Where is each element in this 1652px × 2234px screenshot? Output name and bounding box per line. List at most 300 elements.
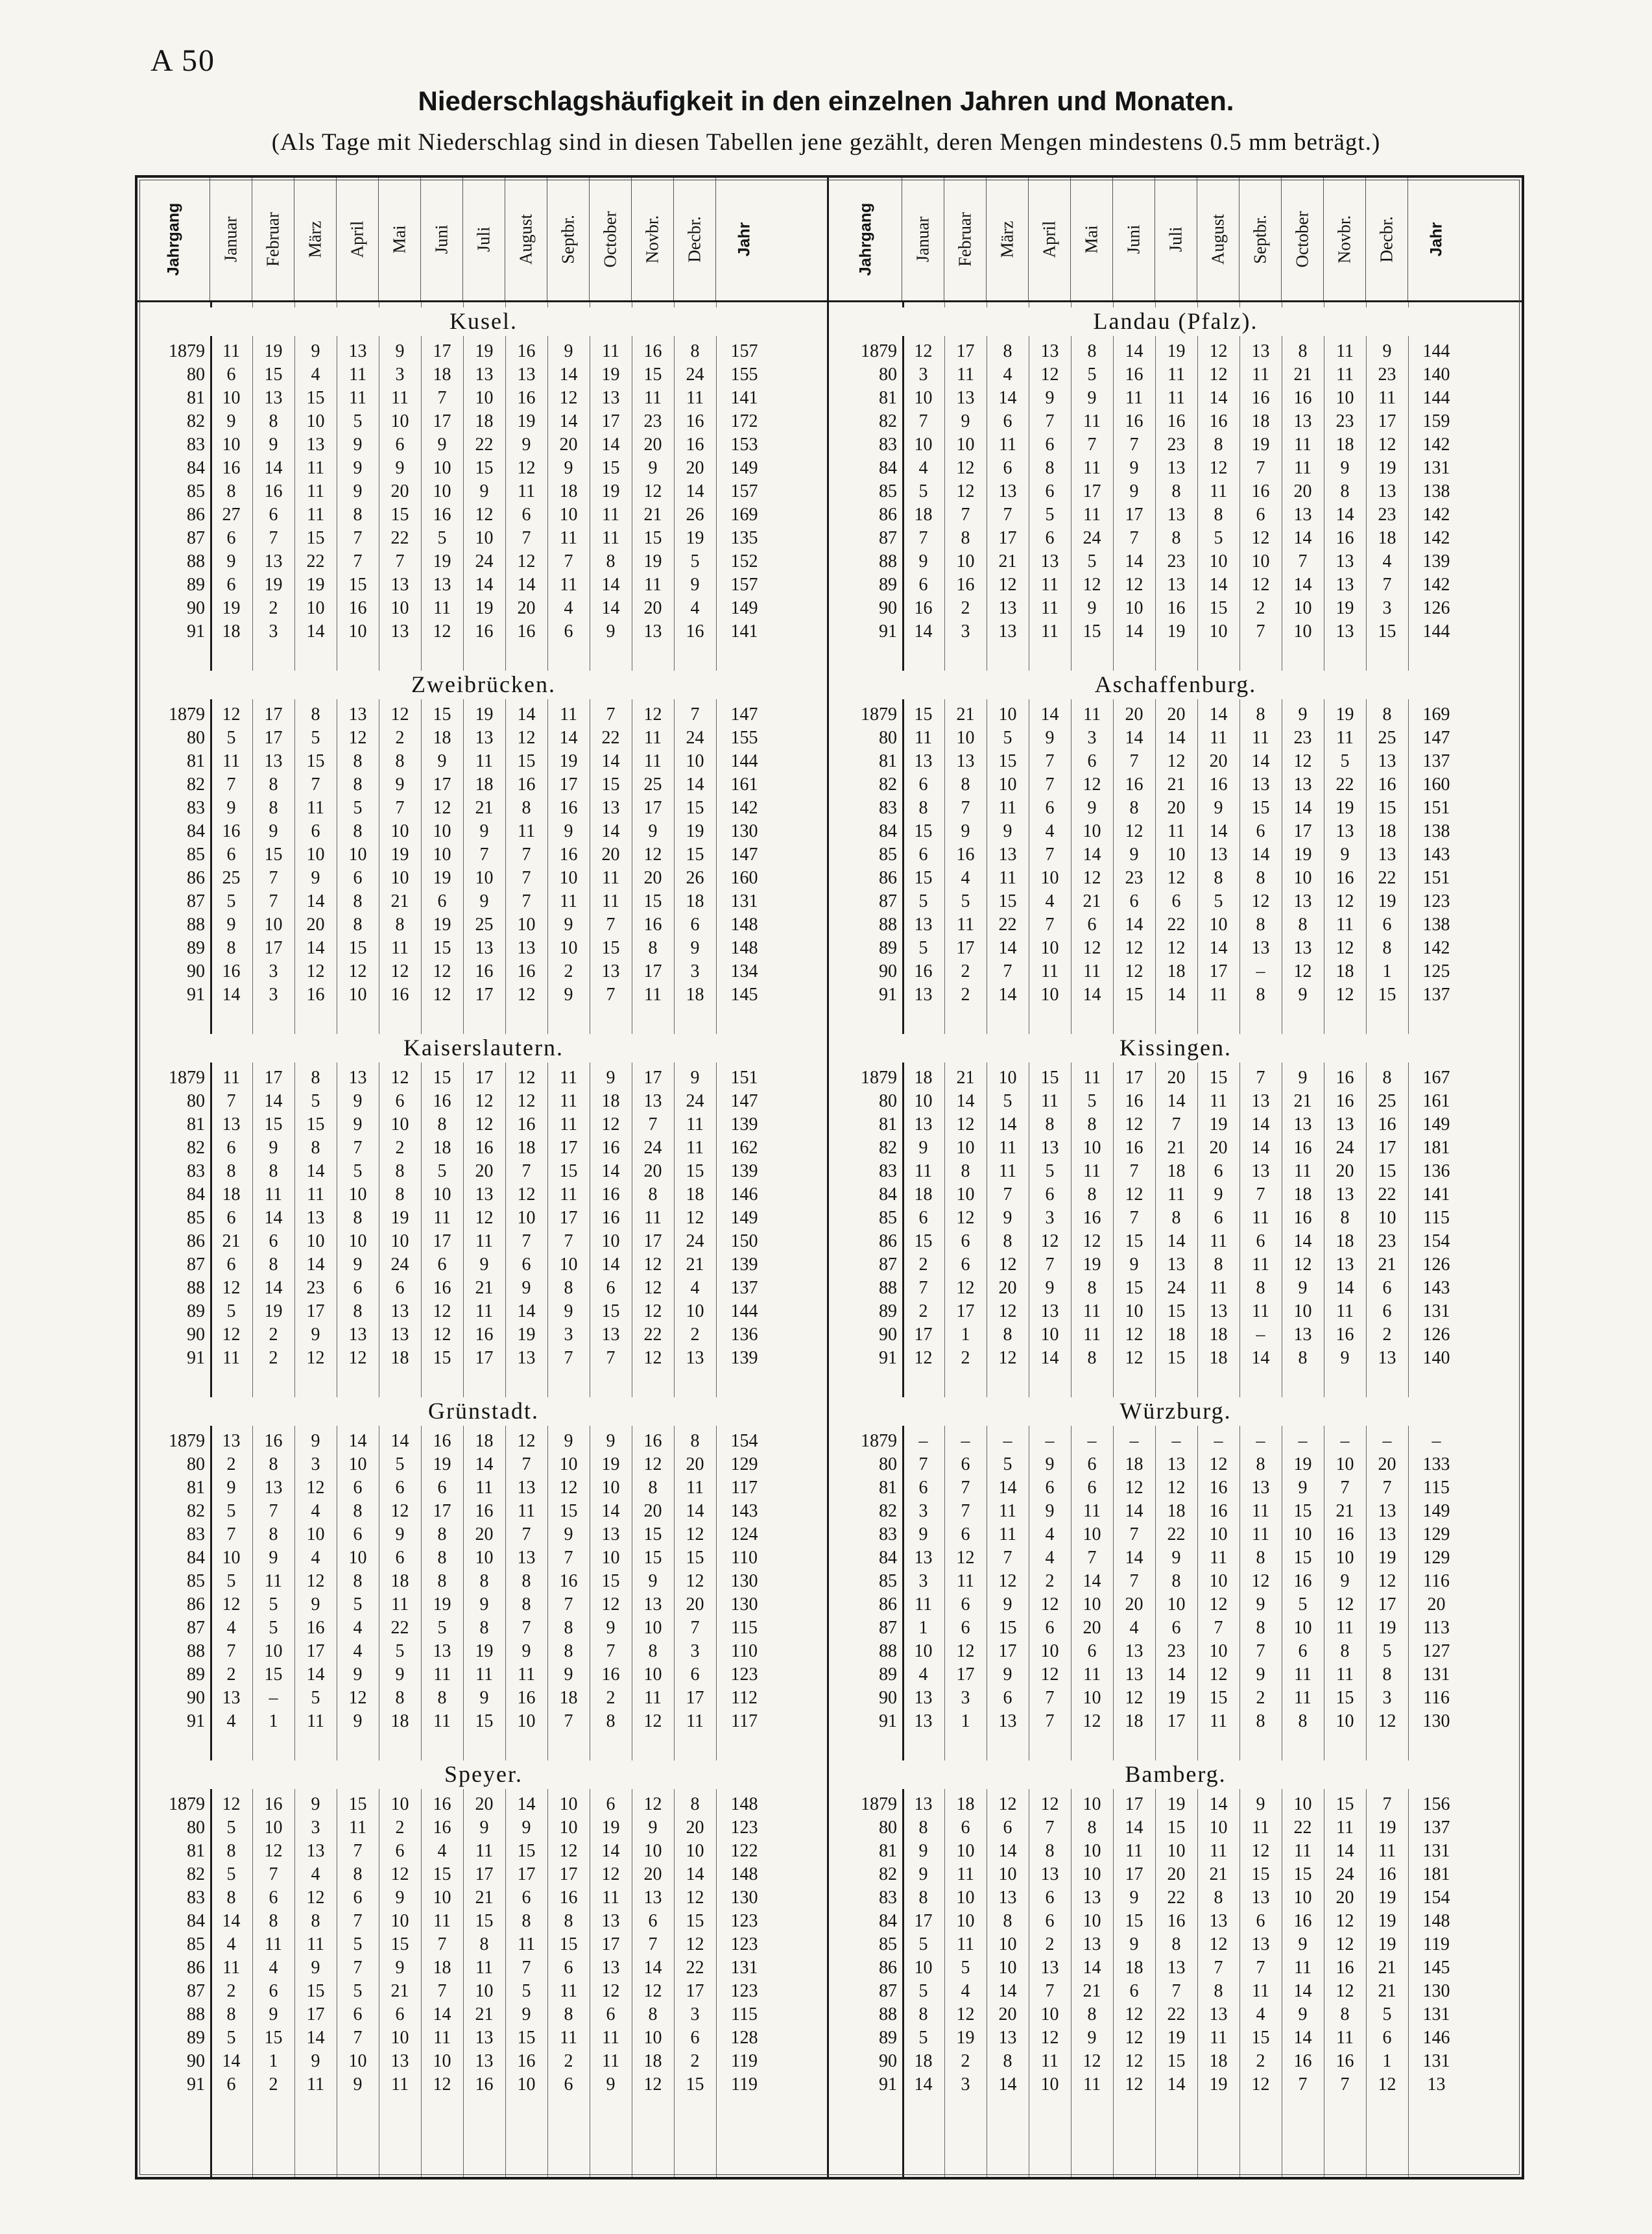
month-cell: 15 (1251, 798, 1270, 818)
month-cell: 6 (606, 1794, 616, 1814)
month-cell: 11 (1083, 1161, 1101, 1181)
month-cell: 11 (602, 528, 619, 548)
month-cell: 17 (956, 341, 975, 361)
year-cell: 89 (879, 938, 897, 958)
month-cell: 7 (521, 1618, 531, 1638)
month-cell: 13 (390, 1301, 409, 1321)
month-cell: 13 (348, 704, 367, 725)
month-cell: 8 (1171, 528, 1181, 548)
month-cell: 23 (1167, 435, 1186, 455)
column-header-label: Septbr. (558, 214, 578, 264)
month-cell: 14 (222, 985, 241, 1005)
month-cell: 3 (269, 961, 278, 981)
year-cell: 84 (187, 1548, 205, 1568)
month-cell: 15 (601, 1571, 620, 1591)
month-cell: 8 (1256, 1454, 1265, 1474)
column-header-label: August (1208, 213, 1228, 265)
month-cell: 13 (264, 551, 283, 571)
annual-total-cell: 149 (730, 598, 758, 618)
month-cell: 8 (311, 1911, 320, 1931)
year-cell: 84 (187, 821, 205, 841)
month-cell: 8 (226, 2004, 236, 2024)
annual-total-cell: 126 (1422, 1325, 1450, 1345)
month-cell: 10 (559, 1794, 578, 1814)
month-cell: 6 (437, 1478, 447, 1498)
month-cell: 9 (353, 1255, 363, 1275)
year-cell: 83 (187, 1524, 205, 1544)
month-cell: 14 (601, 1161, 620, 1181)
month-cell: 24 (686, 365, 704, 385)
month-cell: 6 (1045, 1478, 1055, 1498)
month-cell: 12 (1335, 985, 1354, 1005)
month-cell: 16 (1293, 1138, 1312, 1158)
month-cell: 16 (1335, 1068, 1354, 1088)
month-cell: 10 (914, 1091, 933, 1111)
month-cell: 6 (918, 1478, 928, 1498)
annual-total-cell: 115 (731, 1618, 758, 1638)
month-cell: 10 (390, 821, 409, 841)
table-row (830, 1136, 1522, 1159)
month-cell: 11 (1210, 1278, 1227, 1298)
table-row (830, 433, 1522, 456)
month-cell: 11 (518, 481, 535, 501)
month-cell: 6 (961, 1454, 970, 1474)
month-cell: 19 (601, 481, 620, 501)
month-cell: 8 (1214, 1255, 1223, 1275)
annual-total-cell: 124 (730, 1524, 758, 1544)
month-cell: 15 (559, 1501, 578, 1521)
month-cell: 5 (1087, 551, 1097, 571)
month-cell: 12 (686, 1208, 704, 1228)
month-cell: 11 (1083, 704, 1101, 725)
month-cell: 17 (306, 1301, 325, 1321)
month-cell: 17 (475, 1348, 494, 1368)
month-cell: 3 (269, 985, 278, 1005)
annual-total-cell: 160 (730, 868, 758, 888)
annual-total-cell: 123 (730, 1664, 758, 1685)
month-cell: 2 (1382, 1325, 1392, 1345)
table-row (830, 1816, 1522, 1839)
month-cell: 10 (475, 388, 494, 408)
month-cell: 11 (1336, 365, 1354, 385)
month-cell: 21 (643, 505, 662, 525)
month-cell: 18 (914, 2051, 933, 2071)
month-cell: 21 (1378, 1958, 1396, 1978)
table-row (830, 937, 1522, 959)
month-cell: 18 (1167, 1325, 1186, 1345)
table-row (830, 2073, 1522, 2096)
month-cell: 7 (961, 798, 970, 818)
month-cell: 12 (643, 1454, 662, 1474)
month-cell: 12 (998, 1301, 1017, 1321)
month-cell: 11 (644, 728, 662, 748)
month-cell: 17 (686, 1688, 704, 1708)
month-cell: 9 (648, 1571, 658, 1591)
table-row (830, 1113, 1522, 1136)
month-cell: 3 (1382, 598, 1392, 618)
month-cell: 13 (1167, 1958, 1186, 1978)
month-cell: 20 (643, 435, 662, 455)
month-cell: 12 (390, 704, 409, 725)
month-cell: 14 (264, 1091, 283, 1111)
column-header-label: October (1292, 211, 1312, 267)
station-name: Speyer. (138, 1760, 830, 1789)
annual-total-cell: 141 (1422, 1184, 1450, 1205)
month-cell: 14 (601, 1255, 620, 1275)
month-cell: 12 (517, 1091, 536, 1111)
month-cell: 11 (644, 751, 662, 771)
month-cell: 10 (1209, 551, 1228, 571)
month-cell: 7 (521, 868, 531, 888)
month-cell: 18 (517, 1138, 536, 1158)
month-cell: 8 (690, 1431, 700, 1451)
month-cell: 9 (1129, 1934, 1139, 1954)
month-cell: 15 (914, 868, 933, 888)
month-cell: 13 (1335, 551, 1354, 571)
month-cell: 7 (1003, 505, 1012, 525)
month-cell: 15 (1378, 985, 1396, 1005)
month-cell: 16 (1251, 481, 1270, 501)
month-cell: 10 (643, 1664, 662, 1685)
month-cell: 12 (348, 1348, 367, 1368)
month-cell: 4 (226, 1618, 236, 1638)
month-cell: 3 (311, 1818, 320, 1838)
month-cell: 8 (311, 704, 320, 725)
year-cell: 85 (187, 1934, 205, 1954)
month-cell: 21 (1293, 1091, 1312, 1111)
year-cell: 1879 (861, 1068, 897, 1088)
month-cell: 8 (1256, 1711, 1265, 1731)
month-cell: 5 (690, 551, 700, 571)
annual-total-cell: 152 (730, 551, 758, 571)
month-cell: 13 (914, 1688, 933, 1708)
month-cell: 11 (1294, 1688, 1311, 1708)
month-cell: 10 (1083, 1864, 1101, 1884)
column-header (590, 178, 632, 300)
month-cell: 6 (1045, 528, 1055, 548)
year-cell: 89 (187, 938, 205, 958)
year-cell: 81 (187, 1841, 205, 1861)
month-cell: 10 (998, 704, 1017, 725)
month-cell: 13 (1378, 751, 1396, 771)
month-cell: 12 (956, 481, 975, 501)
month-cell: 13 (1209, 1911, 1228, 1931)
month-cell: 14 (956, 1091, 975, 1111)
month-cell: 5 (1003, 1454, 1012, 1474)
annual-total-cell: 154 (730, 1431, 758, 1451)
month-cell: 11 (1210, 1231, 1227, 1251)
annual-total-cell: 130 (730, 821, 758, 841)
month-cell: 8 (961, 1161, 970, 1181)
month-cell: 15 (643, 1524, 662, 1544)
table-row (830, 1500, 1522, 1522)
month-cell: 14 (390, 1431, 409, 1451)
annual-total-cell: 149 (1422, 1501, 1450, 1521)
month-cell: 15 (914, 821, 933, 841)
column-header (210, 178, 252, 300)
month-cell: 7 (437, 1981, 447, 2001)
column-header-label: Juli (473, 226, 494, 252)
month-cell: 15 (1209, 598, 1228, 618)
month-cell: 10 (998, 1864, 1017, 1884)
month-cell: 7 (564, 1231, 573, 1251)
year-cell: 80 (187, 365, 205, 385)
month-cell: 9 (1340, 845, 1350, 865)
month-cell: 8 (564, 2004, 573, 2024)
month-cell: 10 (264, 1818, 283, 1838)
year-cell: 81 (187, 1478, 205, 1498)
month-cell: 11 (1041, 2051, 1059, 2071)
month-cell: 11 (560, 1091, 577, 1111)
annual-total-cell: 20 (1427, 1594, 1446, 1615)
month-cell: 11 (1336, 2028, 1354, 2048)
month-cell: 12 (956, 1548, 975, 1568)
month-cell: 4 (1129, 1618, 1139, 1638)
month-cell: 5 (226, 1818, 236, 1838)
month-cell: 12 (433, 985, 451, 1005)
annual-total-cell: 172 (730, 411, 758, 431)
month-cell: 11 (1083, 961, 1101, 981)
table-row (138, 1453, 830, 1476)
month-cell: 7 (226, 775, 236, 795)
month-cell: 17 (643, 798, 662, 818)
table-row (830, 1277, 1522, 1299)
month-cell: 15 (601, 458, 620, 478)
year-cell: 90 (879, 961, 897, 981)
annual-total-cell: 140 (1422, 365, 1450, 385)
year-cell: 91 (187, 1348, 205, 1368)
year-cell: 83 (187, 435, 205, 455)
month-cell: 16 (1335, 1524, 1354, 1544)
month-cell: 9 (521, 1278, 531, 1298)
month-cell: 11 (518, 1934, 535, 1954)
year-cell: 84 (187, 1184, 205, 1205)
month-cell: 12 (1209, 1454, 1228, 1474)
month-cell: 13 (1040, 1958, 1059, 1978)
month-cell: 7 (269, 891, 278, 911)
column-header-label: Mai (389, 224, 409, 254)
month-cell: 16 (1167, 411, 1186, 431)
month-cell: 7 (1256, 1641, 1265, 1661)
month-cell: 7 (1087, 1548, 1097, 1568)
annual-total-cell: 119 (731, 2074, 758, 2095)
year-cell: 86 (879, 1958, 897, 1978)
table-row (830, 1710, 1522, 1733)
table-row (830, 1453, 1522, 1476)
annual-total-cell: 133 (1422, 1454, 1450, 1474)
year-cell: 90 (187, 961, 205, 981)
month-cell: 10 (956, 1888, 975, 1908)
month-cell: 11 (1210, 1091, 1227, 1111)
month-cell: 8 (648, 1478, 658, 1498)
table-row (138, 2073, 830, 2096)
month-cell: 9 (1003, 821, 1012, 841)
annual-total-cell: 137 (730, 1278, 758, 1298)
month-cell: 15 (264, 1664, 283, 1685)
month-cell: 9 (226, 551, 236, 571)
month-cell: 9 (521, 1641, 531, 1661)
month-cell: 16 (517, 388, 536, 408)
month-cell: 8 (1087, 1114, 1097, 1135)
month-cell: 14 (517, 575, 536, 595)
month-cell: 10 (1167, 1841, 1186, 1861)
year-cell: 1879 (169, 1431, 205, 1451)
month-cell: 10 (686, 1301, 704, 1321)
month-cell: 13 (914, 1114, 933, 1135)
month-cell: 12 (1040, 365, 1059, 385)
month-cell: 19 (1293, 845, 1312, 865)
annual-total-cell: 113 (1423, 1618, 1450, 1638)
month-cell: 9 (1171, 1548, 1181, 1568)
month-cell: 7 (564, 1711, 573, 1731)
month-cell: 7 (1045, 751, 1055, 771)
month-cell: 25 (1378, 1091, 1396, 1111)
month-cell: 13 (1209, 2004, 1228, 2024)
month-cell: 11 (999, 868, 1016, 888)
month-cell: 10 (1209, 915, 1228, 935)
month-cell: 12 (1209, 341, 1228, 361)
month-cell: 14 (1209, 388, 1228, 408)
month-cell: 19 (1167, 341, 1186, 361)
month-cell: 15 (643, 1548, 662, 1568)
table-row (830, 1663, 1522, 1686)
column-header (463, 178, 505, 300)
month-cell: 17 (601, 411, 620, 431)
month-cell: 1 (1382, 961, 1392, 981)
month-cell: 15 (643, 891, 662, 911)
month-cell: 16 (517, 775, 536, 795)
year-cell: 85 (879, 845, 897, 865)
month-cell: 10 (559, 1255, 578, 1275)
station-section (138, 666, 830, 1029)
annual-total-cell: 148 (730, 1864, 758, 1884)
month-cell: 15 (348, 575, 367, 595)
month-cell: 11 (1041, 598, 1059, 618)
month-cell: 7 (1382, 1478, 1392, 1498)
month-cell: 3 (690, 2004, 700, 2024)
month-cell: 6 (395, 1478, 405, 1498)
month-cell: 7 (1129, 1161, 1139, 1181)
month-cell: 10 (1293, 621, 1312, 642)
month-cell: 8 (437, 1548, 447, 1568)
month-cell: 11 (475, 751, 493, 771)
month-cell: 11 (1210, 1841, 1227, 1861)
month-cell: 15 (914, 704, 933, 725)
month-cell: 11 (433, 1664, 451, 1685)
month-cell: 15 (264, 845, 283, 865)
month-cell: 2 (269, 2074, 278, 2095)
month-cell: 8 (1003, 1325, 1012, 1345)
month-cell: 20 (643, 1864, 662, 1884)
month-cell: 13 (306, 1841, 325, 1861)
year-cell: 88 (879, 915, 897, 935)
month-cell: 17 (1378, 411, 1396, 431)
month-cell: 11 (1336, 1301, 1354, 1321)
table-row (138, 340, 830, 363)
month-cell: 10 (601, 1231, 620, 1251)
month-cell: 7 (269, 868, 278, 888)
month-cell: 15 (601, 775, 620, 795)
month-cell: 11 (1336, 1664, 1354, 1685)
month-cell: 11 (1252, 1255, 1269, 1275)
table-row (138, 480, 830, 503)
month-cell: 23 (1378, 505, 1396, 525)
month-cell: 10 (914, 388, 933, 408)
annual-total-cell: 153 (730, 435, 758, 455)
month-cell: 9 (479, 1818, 489, 1838)
page-title: Niederschlagshäufigkeit in den einzelnen Jahren und Monaten. (418, 86, 1234, 116)
month-cell: – (1003, 1431, 1012, 1451)
month-cell: 11 (1252, 1501, 1269, 1521)
month-cell: 5 (961, 891, 970, 911)
column-header (421, 178, 463, 300)
month-cell: 10 (433, 845, 451, 865)
month-cell: 14 (686, 775, 704, 795)
month-cell: 8 (1171, 481, 1181, 501)
month-cell: 10 (306, 845, 325, 865)
annual-total-cell: – (1431, 1431, 1441, 1451)
month-cell: 7 (1045, 915, 1055, 935)
month-cell: 12 (956, 1114, 975, 1135)
station-section (830, 1392, 1522, 1755)
month-cell: 13 (306, 435, 325, 455)
year-cell: 91 (187, 985, 205, 1005)
year-cell: 87 (187, 1981, 205, 2001)
annual-total-cell: 139 (730, 1161, 758, 1181)
month-cell: 8 (353, 505, 363, 525)
annual-total-cell: 142 (1422, 505, 1450, 525)
month-cell: 18 (1209, 2051, 1228, 2071)
month-cell: – (961, 1431, 970, 1451)
year-cell: 91 (879, 1348, 897, 1368)
month-cell: 14 (306, 1255, 325, 1275)
table-row (138, 913, 830, 936)
year-cell: 89 (879, 2028, 897, 2048)
month-cell: 11 (1210, 2028, 1227, 2048)
annual-total-cell: 142 (1422, 575, 1450, 595)
month-cell: 20 (1378, 1454, 1396, 1474)
month-cell: 10 (1209, 1571, 1228, 1591)
month-cell: 11 (1252, 1524, 1269, 1544)
month-cell: 16 (433, 1091, 451, 1111)
month-cell: 14 (601, 821, 620, 841)
month-cell: 19 (475, 1641, 494, 1661)
month-cell: 13 (1293, 505, 1312, 525)
year-cell: 88 (879, 2004, 897, 2024)
month-cell: 7 (521, 1454, 531, 1474)
table-row (830, 1476, 1522, 1499)
table-row (138, 1710, 830, 1733)
annual-total-cell: 136 (730, 1325, 758, 1345)
month-cell: 19 (517, 1325, 536, 1345)
month-cell: 7 (521, 1958, 531, 1978)
month-cell: 14 (1167, 1091, 1186, 1111)
month-cell: 8 (961, 528, 970, 548)
month-cell: 10 (517, 1711, 536, 1731)
table-row (138, 1980, 830, 2002)
month-cell: 10 (956, 1184, 975, 1205)
month-cell: 21 (222, 1231, 241, 1251)
year-cell: 84 (879, 458, 897, 478)
month-cell: 17 (1209, 961, 1228, 981)
month-cell: 8 (521, 1571, 531, 1591)
month-cell: 8 (1298, 341, 1308, 361)
station-name: Landau (Pfalz). (830, 307, 1522, 336)
page-number: A 50 (150, 43, 216, 78)
month-cell: 7 (918, 528, 928, 548)
month-cell: 12 (306, 1888, 325, 1908)
month-cell: 12 (686, 1571, 704, 1591)
